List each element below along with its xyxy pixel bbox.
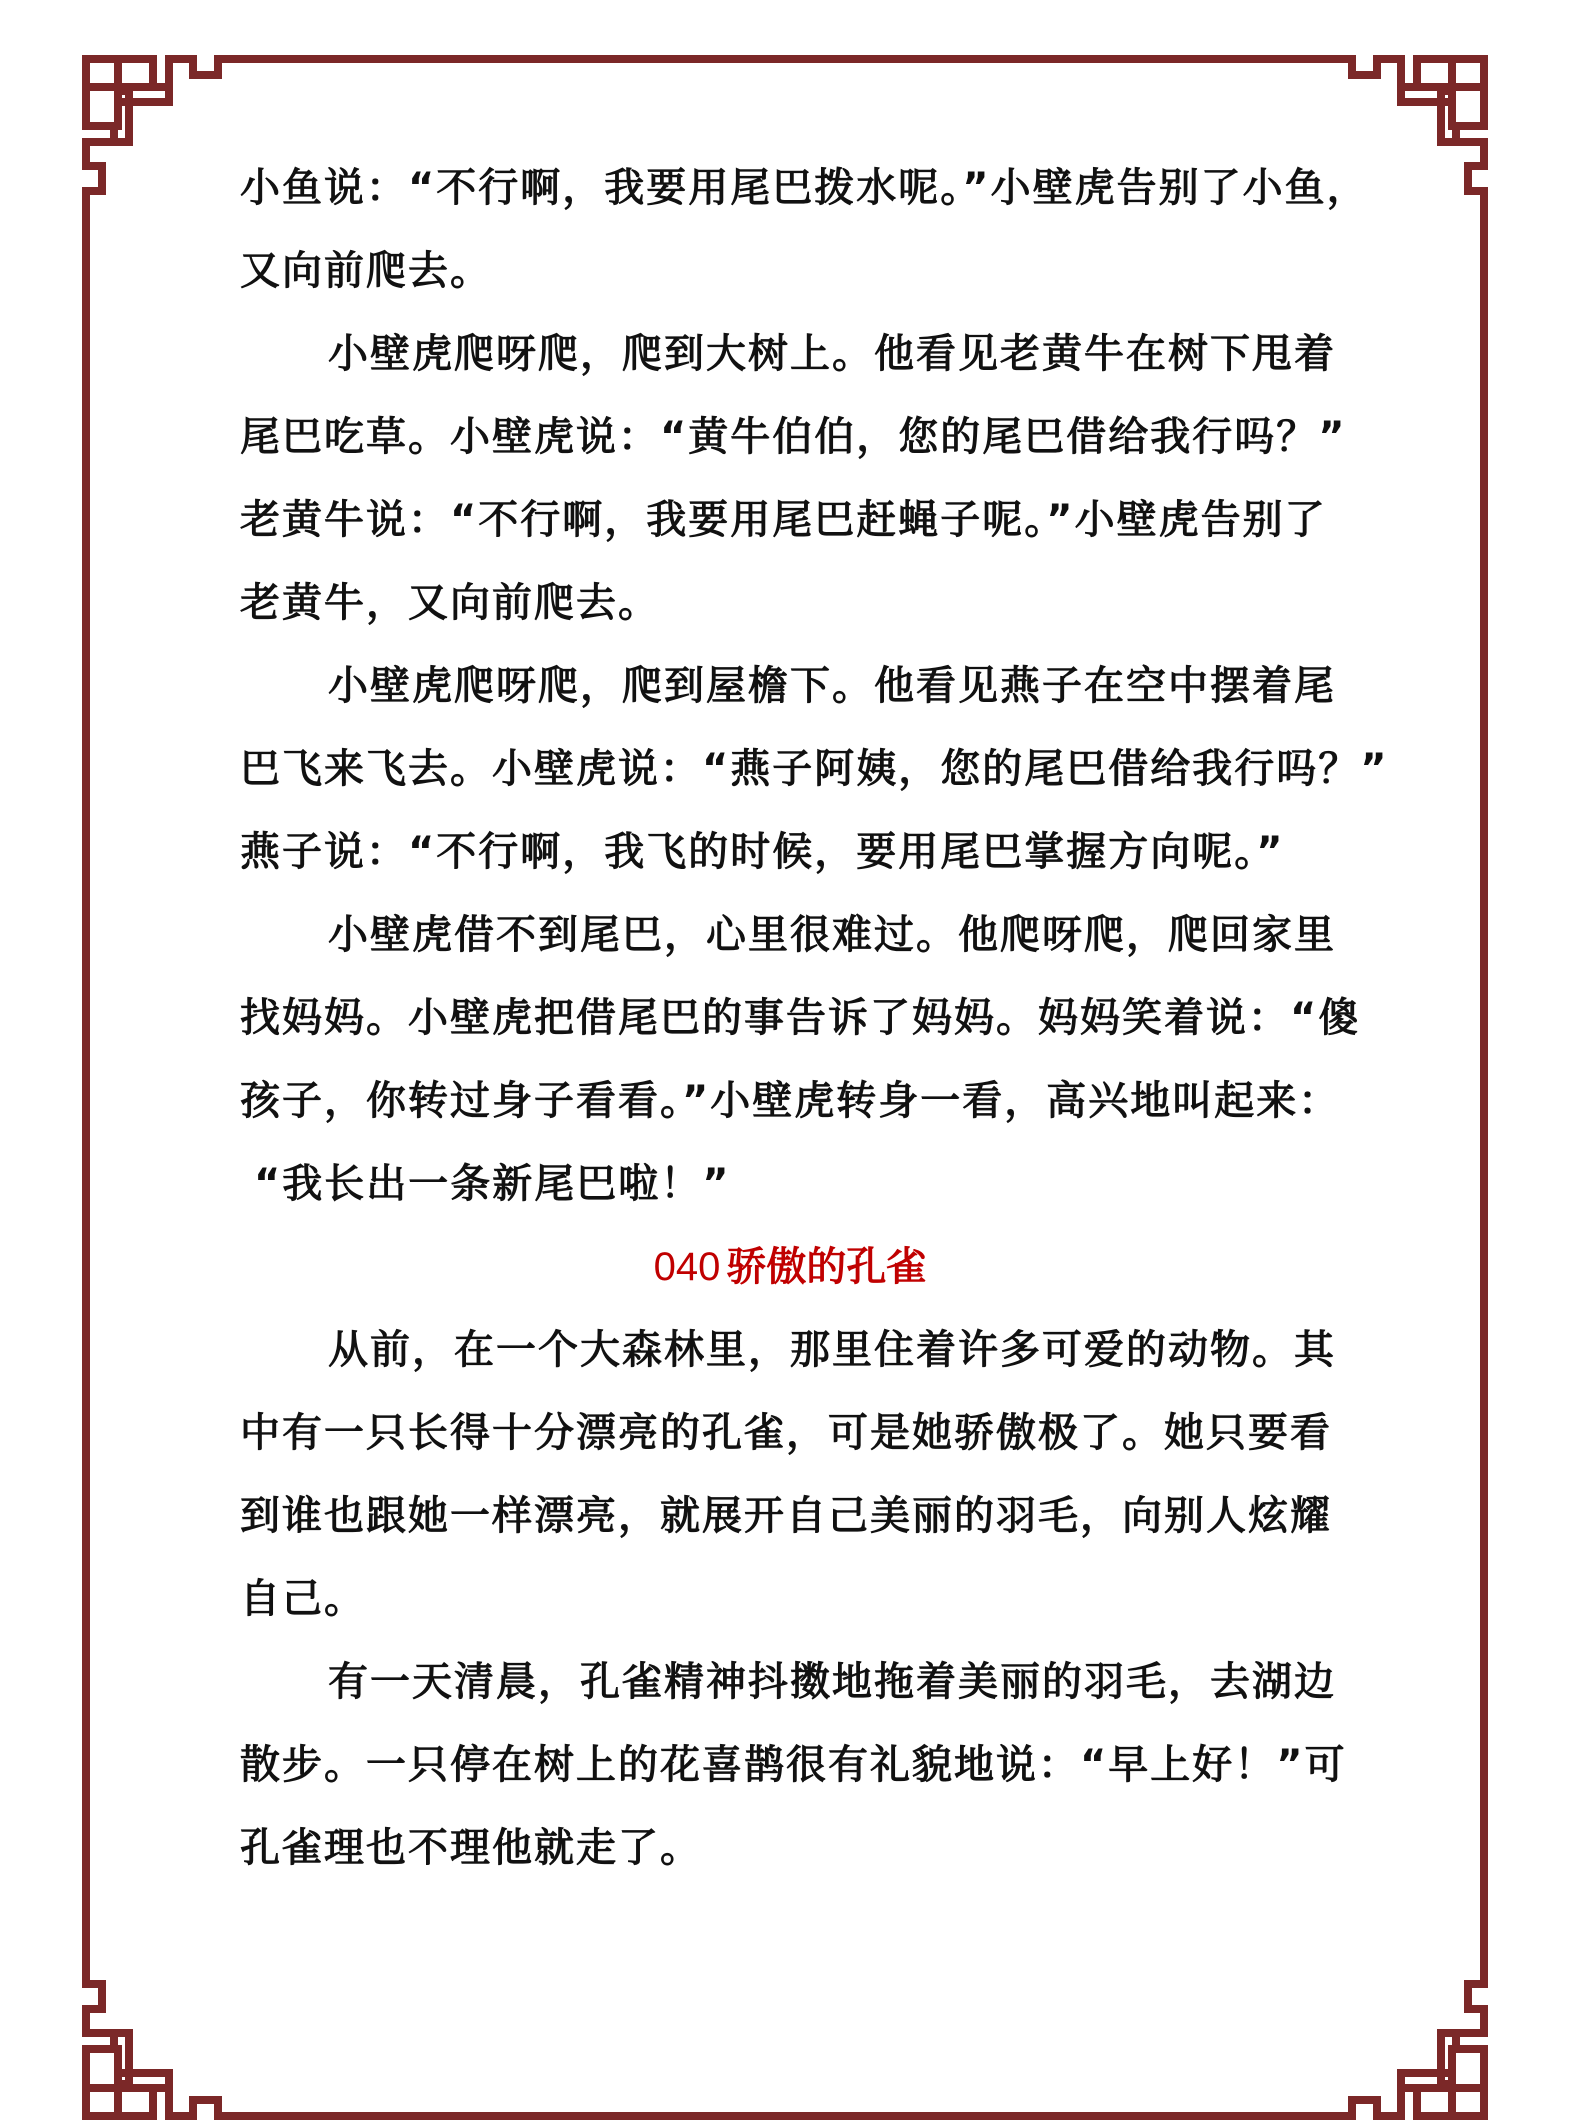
story-number: 040: [653, 1245, 721, 1289]
text-line: 有一天清晨，孔雀精神抖擞地拖着美丽的羽毛，去湖边: [328, 1659, 1336, 1705]
text-line: 燕子说：“不行啊，我飞的时候，要用尾巴掌握方向呢。”: [240, 829, 1285, 875]
text-line: 小鱼说：“不行啊，我要用尾巴拨水呢。”小壁虎告别了小鱼，: [240, 165, 1369, 211]
text-line: 小壁虎借不到尾巴，心里很难过。他爬呀爬，爬回家里: [328, 912, 1336, 958]
text-line: 小壁虎爬呀爬，爬到大树上。他看见老黄牛在树下甩着: [328, 331, 1336, 377]
text-line: 小壁虎爬呀爬，爬到屋檐下。他看见燕子在空中摆着尾: [328, 663, 1336, 709]
text-line: 尾巴吃草。小壁虎说：“黄牛伯伯，您的尾巴借给我行吗？”: [240, 414, 1347, 460]
story-title: [240, 1239, 1340, 1322]
story-page: [240, 160, 1389, 1903]
text-line: 到谁也跟她一样漂亮，就展开自己美丽的羽毛，向别人炫耀: [240, 1493, 1332, 1539]
text-line: 老黄牛，又向前爬去。: [240, 580, 660, 626]
text-line: 找妈妈。小壁虎把借尾巴的事告诉了妈妈。妈妈笑着说：“傻: [240, 995, 1361, 1041]
paragraph: [240, 160, 1369, 326]
paragraph: [240, 1654, 1347, 1903]
story-title-text: 骄傲的孔雀: [726, 1244, 927, 1290]
text-line: 老黄牛说：“不行啊，我要用尾巴赶蝇子呢。”小壁虎告别了: [240, 497, 1327, 543]
text-line: 中有一只长得十分漂亮的孔雀，可是她骄傲极了。她只要看: [240, 1410, 1332, 1456]
text-line: 巴飞来飞去。小壁虎说：“燕子阿姨，您的尾巴借给我行吗？”: [240, 746, 1389, 792]
text-line: 又向前爬去。: [240, 248, 492, 294]
text-line: “我长出一条新尾巴啦！”: [254, 1161, 731, 1207]
text-line: 孩子，你转过身子看看。”小壁虎转身一看，高兴地叫起来：: [240, 1078, 1341, 1124]
text-line: 孔雀理也不理他就走了。: [240, 1825, 702, 1871]
text-line: 自己。: [240, 1576, 366, 1622]
paragraph: [240, 1322, 1340, 1654]
text-line: 散步。一只停在树上的花喜鹊很有礼貌地说：“早上好！”可: [240, 1742, 1347, 1788]
paragraph: [240, 658, 1389, 907]
text-line: 从前，在一个大森林里，那里住着许多可爱的动物。其: [328, 1327, 1336, 1373]
paragraph: [240, 326, 1347, 658]
paragraph: [240, 907, 1361, 1239]
